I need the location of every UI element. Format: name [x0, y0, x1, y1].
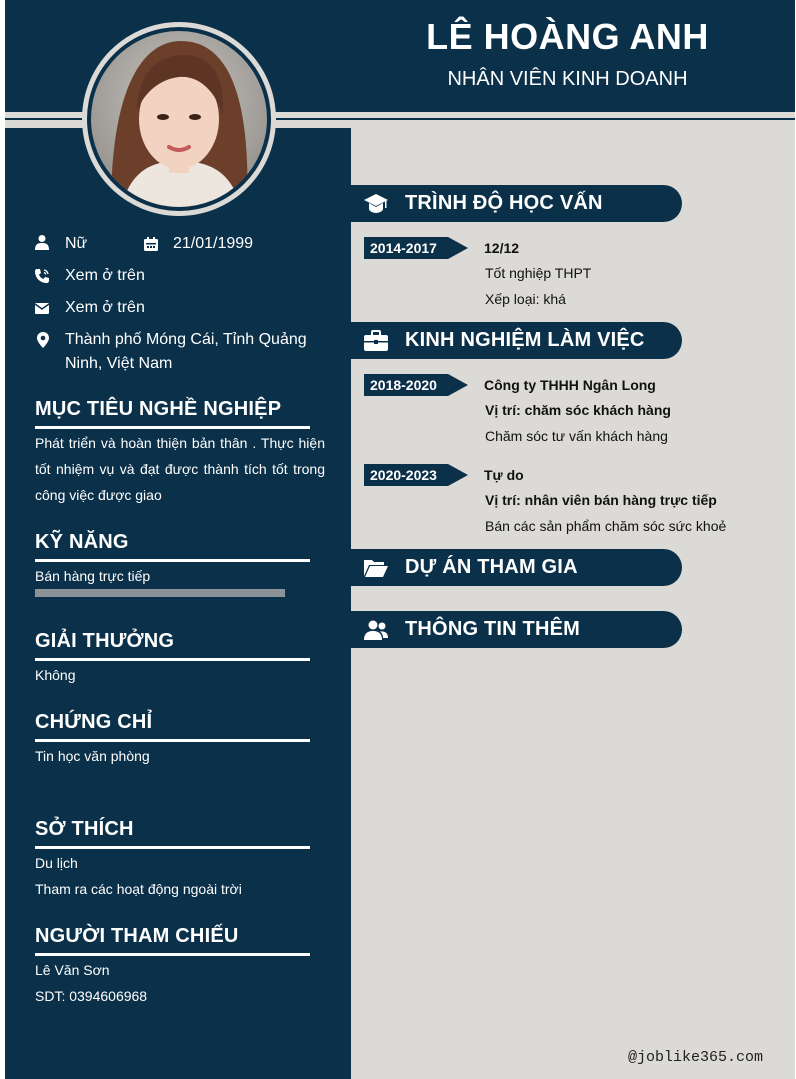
hobby-item: Du lịch: [35, 855, 78, 871]
awards-text: Không: [35, 667, 76, 683]
experience-position: Vị trí: chăm sóc khách hàng: [485, 402, 671, 418]
awards-title: GIẢI THƯỞNG: [35, 630, 310, 661]
experience-description: Chăm sóc tư vấn khách hàng: [485, 428, 668, 444]
experience-position: Vị trí: nhân viên bán hàng trực tiếp: [485, 492, 717, 508]
experience-company: Công ty THHH Ngân Long: [484, 377, 656, 393]
location-pin-icon: [35, 332, 51, 348]
skills-title: KỸ NĂNG: [35, 531, 310, 562]
additional-section-header: [351, 611, 682, 648]
education-heading: 12/12: [484, 240, 520, 256]
user-icon: [34, 234, 50, 250]
education-period: 2014-2017: [370, 240, 437, 256]
folder-open-icon: [363, 555, 389, 581]
graduation-cap-icon: [363, 191, 389, 217]
experience-section-header: [351, 322, 682, 359]
hobbies-title: SỞ THÍCH: [35, 818, 310, 849]
experience-period: 2018-2020: [370, 377, 437, 393]
references-title: NGƯỜI THAM CHIẾU: [35, 925, 310, 956]
gender-value: Nữ: [65, 235, 88, 252]
briefcase-icon: [363, 328, 389, 354]
objective-title: MỤC TIÊU NGHỀ NGHIỆP: [35, 398, 310, 429]
reference-name: Lê Văn Sơn: [35, 962, 110, 978]
education-line: Tốt nghiệp THPT: [485, 265, 592, 281]
watermark: @joblike365.com: [627, 1049, 763, 1066]
projects-section-header: [351, 549, 682, 586]
experience-description: Bán các sản phẩm chăm sóc sức khoẻ: [485, 518, 727, 534]
address-value: Thành phố Móng Cái, Tỉnh Quảng Ninh, Việt Nam: [65, 331, 307, 372]
objective-text: Phát triển và hoàn thiện bản thân . Thực hiện tốt nhiệm vụ và đạt được thành tích tốt trong công việc được giao: [35, 435, 325, 503]
users-icon: [363, 617, 389, 643]
education-section-header: [351, 185, 682, 222]
experience-period-tag: [364, 464, 468, 486]
projects-title: DỰ ÁN THAM GIA: [405, 556, 578, 578]
experience-period: 2020-2023: [370, 467, 437, 483]
phone-icon: [34, 268, 50, 284]
avatar-photo: [91, 31, 267, 207]
experience-title: KINH NGHIỆM LÀM VIỆC: [405, 329, 645, 351]
email-value: Xem ở trên: [65, 299, 145, 316]
experience-company: Tự do: [484, 467, 524, 483]
mail-icon: [34, 300, 50, 316]
additional-title: THÔNG TIN THÊM: [405, 618, 581, 640]
education-period-tag: [364, 237, 468, 259]
education-line: Xếp loại: khá: [485, 291, 566, 307]
cv-page: [5, 0, 795, 1079]
avatar: [82, 22, 276, 216]
skill-name: Bán hàng trực tiếp: [35, 568, 151, 584]
reference-phone: SDT: 0394606968: [35, 988, 148, 1004]
calendar-icon: [143, 236, 159, 252]
candidate-name: LÊ HOÀNG ANH: [426, 16, 709, 57]
avatar-border: [87, 27, 271, 211]
certificates-text: Tin học văn phòng: [35, 748, 150, 764]
birthday-value: 21/01/1999: [173, 235, 254, 252]
skill-level-bar: [35, 589, 285, 597]
phone-value: Xem ở trên: [65, 267, 145, 284]
candidate-job-title: NHÂN VIÊN KINH DOANH: [447, 68, 688, 90]
hobby-item: Tham ra các hoạt động ngoài trời: [35, 881, 242, 897]
certificates-title: CHỨNG CHỈ: [35, 711, 310, 742]
education-title: TRÌNH ĐỘ HỌC VẤN: [405, 192, 603, 214]
experience-period-tag: [364, 374, 468, 396]
